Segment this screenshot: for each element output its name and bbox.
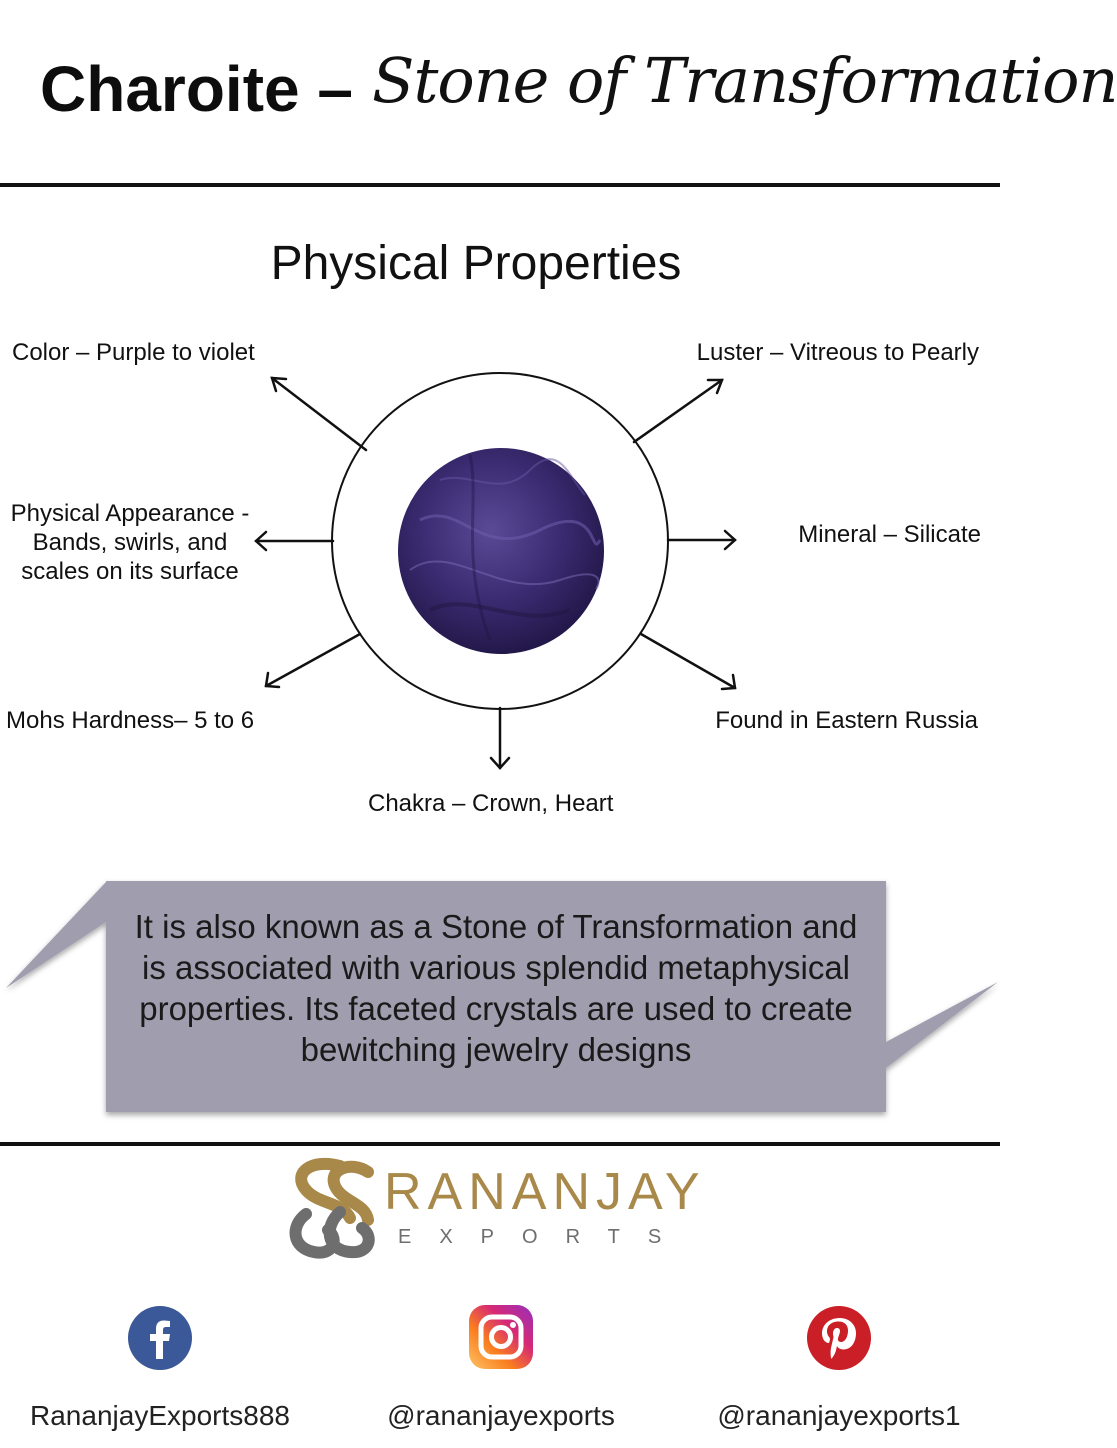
property-chakra: Chakra – Crown, Heart bbox=[368, 790, 614, 817]
facebook-handle[interactable]: RananjayExports888 bbox=[30, 1400, 290, 1431]
property-appearance-line: scales on its surface bbox=[21, 558, 239, 585]
pinterest-handle[interactable]: @rananjayexports1 bbox=[717, 1400, 961, 1431]
brand-logo-icon bbox=[280, 1152, 380, 1268]
arrow-origin bbox=[641, 634, 735, 689]
property-appearance bbox=[5, 499, 255, 586]
callout-text bbox=[106, 906, 886, 1070]
facebook-icon[interactable] bbox=[127, 1305, 193, 1371]
arrow-hardness bbox=[266, 634, 360, 687]
property-hardness: Mohs Hardness– 5 to 6 bbox=[6, 707, 255, 734]
callout-line: properties. Its faceted crystals are used to create bbox=[139, 990, 853, 1027]
property-appearance-line: Physical Appearance - bbox=[10, 500, 250, 527]
bottom-divider bbox=[0, 1142, 1000, 1146]
arrow-mineral bbox=[668, 531, 735, 549]
property-luster: Luster – Vitreous to Pearly bbox=[696, 339, 979, 366]
pinterest-icon[interactable] bbox=[806, 1305, 872, 1371]
instagram-icon[interactable] bbox=[468, 1304, 534, 1370]
property-appearance-line: Bands, swirls, and bbox=[32, 529, 228, 556]
instagram-handle[interactable]: @rananjayexports bbox=[387, 1400, 615, 1431]
arrow-appearance bbox=[256, 532, 333, 550]
charoite-stone-image bbox=[398, 448, 604, 654]
page-subtitle: Stone of Transformation bbox=[372, 44, 1117, 117]
callout-line: bewitching jewelry designs bbox=[300, 1031, 692, 1068]
property-color: Color – Purple to violet bbox=[12, 339, 255, 366]
property-origin: Found in Eastern Russia bbox=[715, 707, 978, 734]
section-heading: Physical Properties bbox=[270, 237, 682, 290]
arrow-chakra bbox=[491, 708, 509, 768]
page-title: Charoite – bbox=[40, 53, 353, 125]
callout-line: is associated with various splendid metaphysical bbox=[141, 949, 851, 986]
arrow-luster bbox=[634, 380, 722, 442]
brand-name: RANANJAY bbox=[384, 1163, 706, 1221]
callout-line: It is also known as a Stone of Transformation and bbox=[134, 908, 858, 945]
arrow-color bbox=[272, 378, 366, 450]
property-mineral: Mineral – Silicate bbox=[798, 521, 981, 548]
brand-subtitle: EXPORTS bbox=[398, 1226, 690, 1248]
